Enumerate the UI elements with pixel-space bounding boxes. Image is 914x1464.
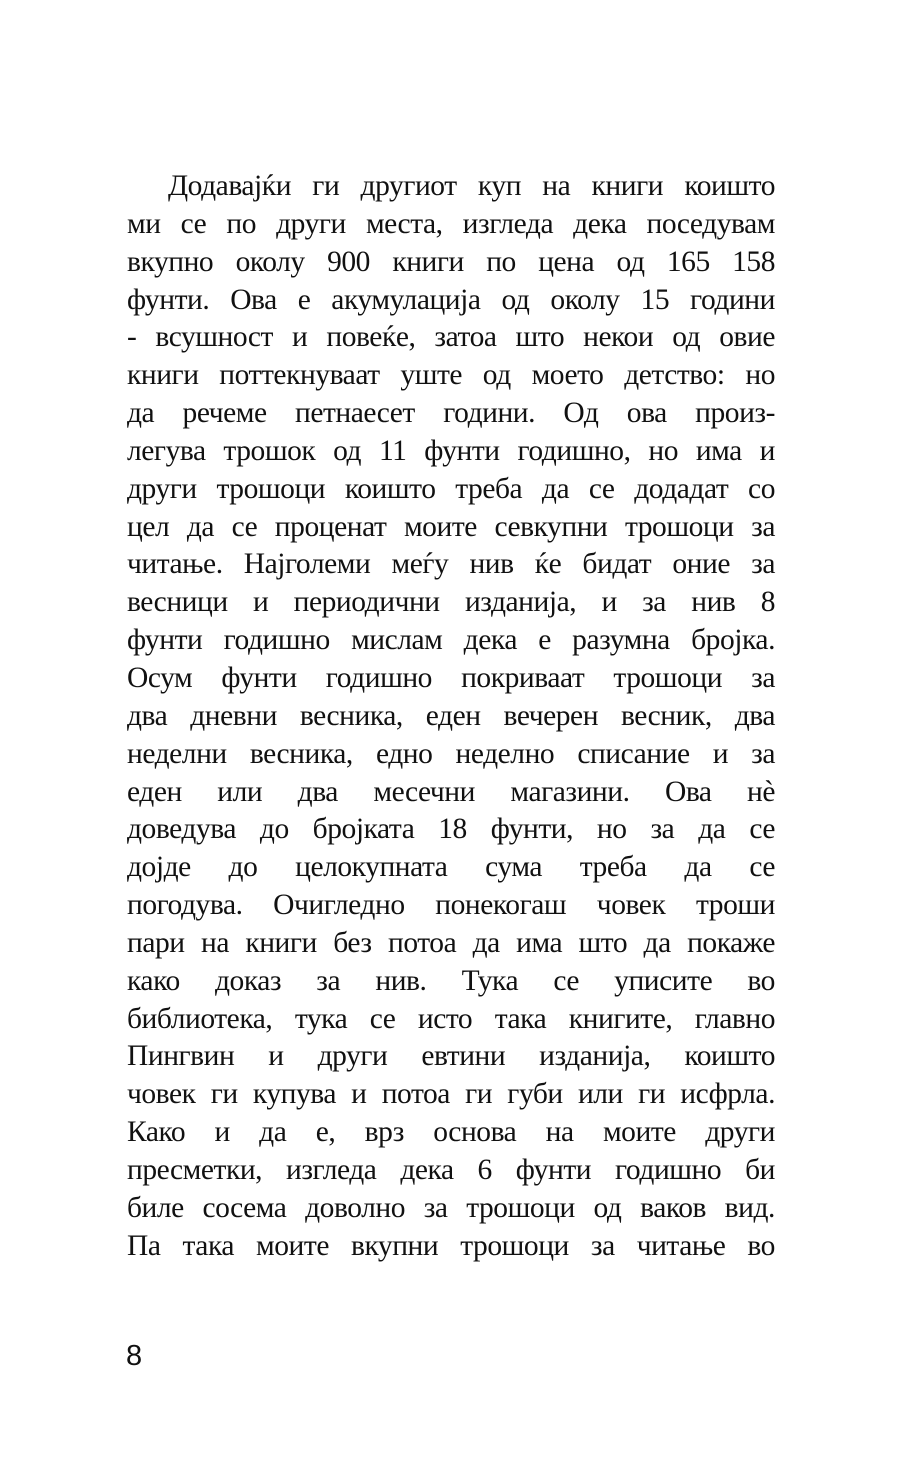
text-line: Пингвин и други евтини изданија, коишто bbox=[127, 1040, 775, 1073]
text-line: читање. Најголеми меѓу нив ќе бидат оние за bbox=[127, 548, 775, 581]
text-line: книги поттекнуваат уште од моето детство: но bbox=[127, 359, 775, 392]
text-line: Додавајќи ги другиот куп на книги коишто bbox=[168, 170, 775, 202]
text-line: дојде до целокупната сума треба да се bbox=[127, 851, 775, 884]
text-line: весници и периодични изданија, и за нив 8 bbox=[127, 586, 775, 619]
text-line: легува трошок од 11 фунти годишно, но има и bbox=[127, 434, 775, 467]
text-line: Па така моите вкупни трошоци за читање во bbox=[127, 1229, 775, 1262]
text-line: вкупно околу 900 книги по цена од 165 158 bbox=[127, 245, 775, 278]
text-line: библиотека, тука се исто така книгите, главно bbox=[127, 1002, 775, 1035]
text-line: пресметки, изгледа дека 6 фунти годишно би bbox=[127, 1153, 775, 1186]
page-number: 8 bbox=[126, 1340, 143, 1372]
text-line: - всушност и повеќе, затоа што некои од овие bbox=[127, 321, 775, 354]
text-line: Осум фунти годишно покриваат трошоци за bbox=[127, 661, 775, 694]
text-line: ми се по други места, изгледа дека поседувам bbox=[127, 207, 775, 240]
text-line: фунти. Ова е акумулација од околу 15 години bbox=[127, 283, 775, 316]
text-line: неделни весника, едно неделно списание и за bbox=[127, 737, 775, 770]
text-line: еден или два месечни магазини. Ова нѐ bbox=[127, 775, 775, 808]
text-line: биле сосема доволно за трошоци од ваков вид. bbox=[127, 1191, 775, 1224]
text-line: човек ги купува и потоа ги губи или ги исфрла. bbox=[127, 1078, 775, 1111]
text-line: Како и да е, врз основа на моите други bbox=[127, 1116, 775, 1149]
text-line: доведува до бројката 18 фунти, но за да се bbox=[127, 813, 775, 846]
text-line: како доказ за нив. Тука се уписите во bbox=[127, 964, 775, 997]
text-line: два дневни весника, еден вечерен весник, два bbox=[127, 699, 775, 732]
text-line: фунти годишно мислам дека е разумна бројка. bbox=[127, 624, 775, 657]
text-line: да речеме петнаесет години. Од ова произ- bbox=[127, 397, 775, 430]
body-paragraph bbox=[127, 168, 775, 1265]
text-line: пари на книги без потоа да има што да покаже bbox=[127, 926, 775, 959]
text-line: погодува. Очигледно понекогаш човек троши bbox=[127, 889, 775, 922]
text-line: други трошоци коишто треба да се додадат со bbox=[127, 472, 775, 505]
text-line: цел да се проценат моите севкупни трошоци за bbox=[127, 510, 775, 543]
